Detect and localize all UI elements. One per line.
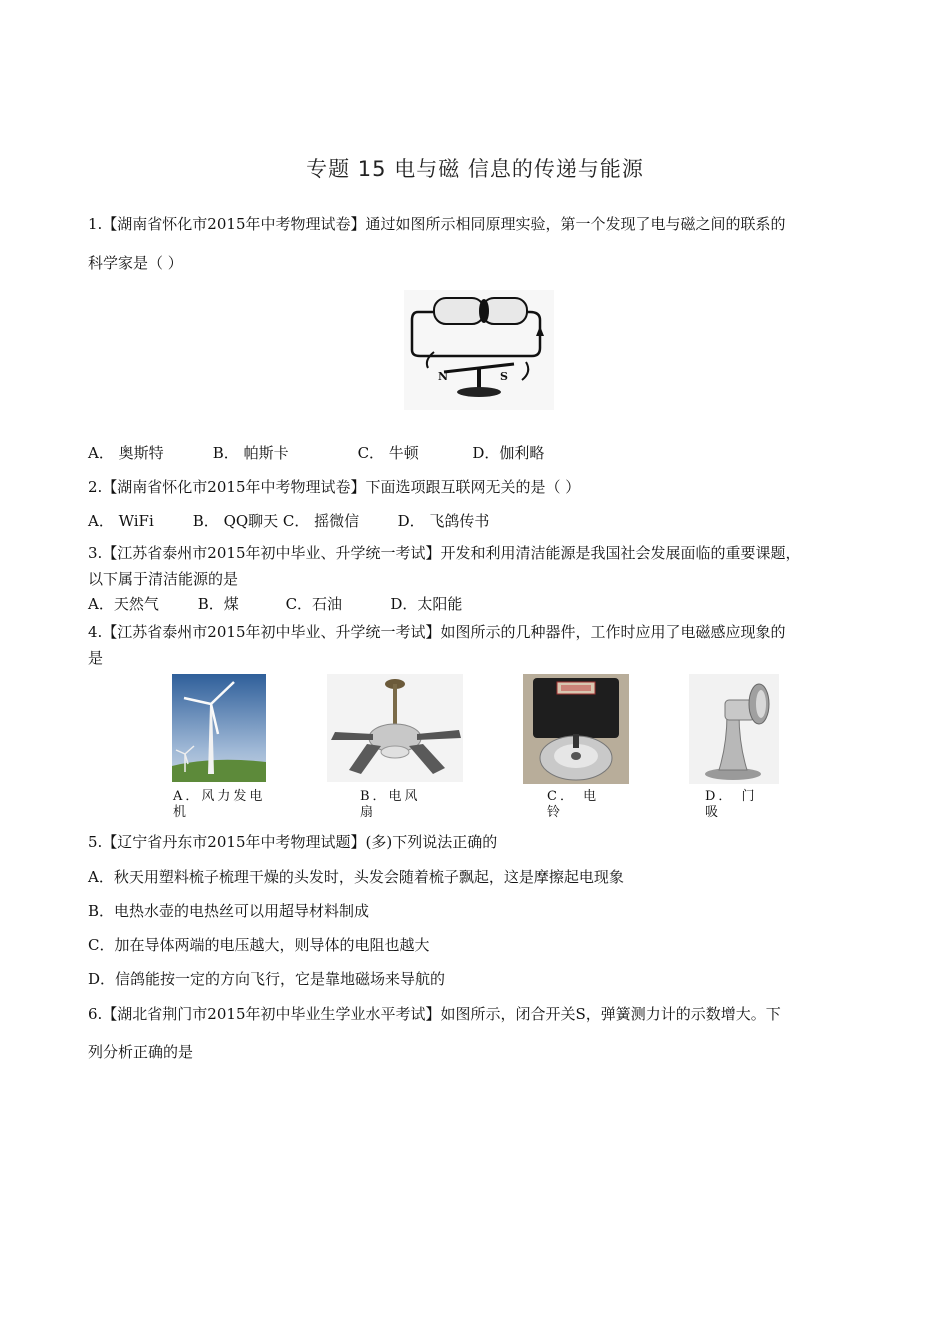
q2-option-a[interactable]: A． WiFi bbox=[88, 512, 154, 530]
q4-caption-a[interactable] bbox=[173, 789, 265, 821]
q4-caption-a-line1: A．风力发电 bbox=[173, 789, 266, 804]
electric-bell-image bbox=[523, 674, 629, 784]
q4-stem-line2: 是 bbox=[88, 649, 104, 667]
q3-option-c[interactable]: C．石油 bbox=[285, 595, 343, 613]
q4-caption-b[interactable] bbox=[360, 789, 421, 821]
q5-option-d[interactable]: D．信鸽能按一定的方向飞行，它是靠地磁场来导航的 bbox=[88, 970, 446, 988]
q1-option-b[interactable]: B． 帕斯卡 bbox=[212, 444, 289, 462]
q4-caption-c[interactable] bbox=[547, 789, 599, 821]
q2-options bbox=[88, 511, 489, 531]
q3-stem-line2: 以下属于清洁能源的是 bbox=[88, 570, 239, 588]
page-title: 专题 15 电与磁 信息的传递与能源 bbox=[306, 157, 644, 181]
q2-option-d[interactable]: D． 飞鸽传书 bbox=[397, 512, 490, 530]
q1-option-c[interactable]: C． 牛顿 bbox=[357, 444, 419, 462]
south-pole-label: S bbox=[500, 370, 508, 383]
q4-caption-b-line1: B．电风 bbox=[360, 789, 421, 804]
q4-caption-d-line2: 吸 bbox=[705, 805, 722, 820]
north-pole-label: N bbox=[438, 370, 449, 383]
q5-option-a[interactable]: A．秋天用塑料梳子梳理干燥的头发时，头发会随着梳子飘起，这是摩擦起电现象 bbox=[88, 868, 624, 886]
q5-stem: 5.【辽宁省丹东市2015年中考物理试题】(多)下列说法正确的 bbox=[88, 833, 498, 851]
wind-turbine-image bbox=[172, 674, 266, 782]
q3-stem-line1: 3.【江苏省泰州市2015年初中毕业、升学统一考试】开发和利用清洁能源是我国社会发展面临的重要课题， bbox=[88, 544, 801, 562]
q1-oersted-figure bbox=[404, 290, 554, 410]
q4-caption-b-line2: 扇 bbox=[360, 805, 377, 820]
door-stop-image bbox=[689, 674, 779, 784]
q3-option-d[interactable]: D．太阳能 bbox=[390, 595, 463, 613]
q1-stem-line1: 1.【湖南省怀化市2015年中考物理试卷】通过如图所示相同原理实验，第一个发现了电与磁之间的联系的 bbox=[88, 215, 786, 233]
q4-caption-a-line2: 机 bbox=[173, 805, 190, 820]
q4-caption-c-line1: C． 电 bbox=[547, 789, 600, 804]
q4-caption-d[interactable] bbox=[705, 789, 758, 821]
ceiling-fan-image bbox=[327, 674, 463, 782]
q3-option-a[interactable]: A．天然气 bbox=[88, 595, 159, 613]
q4-caption-d-line1: D． 门 bbox=[705, 789, 758, 804]
q5-option-b[interactable]: B．电热水壶的电热丝可以用超导材料制成 bbox=[88, 902, 370, 920]
q1-stem-line2: 科学家是（ ） bbox=[88, 254, 183, 272]
q2-option-bc[interactable]: B． QQ聊天 C． 摇微信 bbox=[192, 512, 360, 530]
q1-option-d[interactable]: D．伽利略 bbox=[472, 444, 545, 462]
q5-option-c[interactable]: C．加在导体两端的电压越大，则导体的电阻也越大 bbox=[88, 936, 430, 954]
q1-option-a[interactable]: A． 奥斯特 bbox=[88, 444, 164, 462]
q4-caption-c-line2: 铃 bbox=[547, 805, 564, 820]
q4-stem-line1: 4.【江苏省泰州市2015年初中毕业、升学统一考试】如图所示的几种器件，工作时应用了电磁感应现象的 bbox=[88, 623, 786, 641]
q2-stem: 2.【湖南省怀化市2015年中考物理试卷】下面选项跟互联网无关的是（ ） bbox=[88, 478, 581, 496]
q3-options bbox=[88, 594, 462, 614]
q6-stem-line1: 6.【湖北省荆门市2015年初中毕业生学业水平考试】如图所示，闭合开关S，弹簧测力计的示数增大。下 bbox=[88, 1005, 781, 1023]
q1-options bbox=[88, 443, 544, 463]
q6-stem-line2: 列分析正确的是 bbox=[88, 1043, 194, 1061]
q3-option-b[interactable]: B．煤 bbox=[197, 595, 239, 613]
